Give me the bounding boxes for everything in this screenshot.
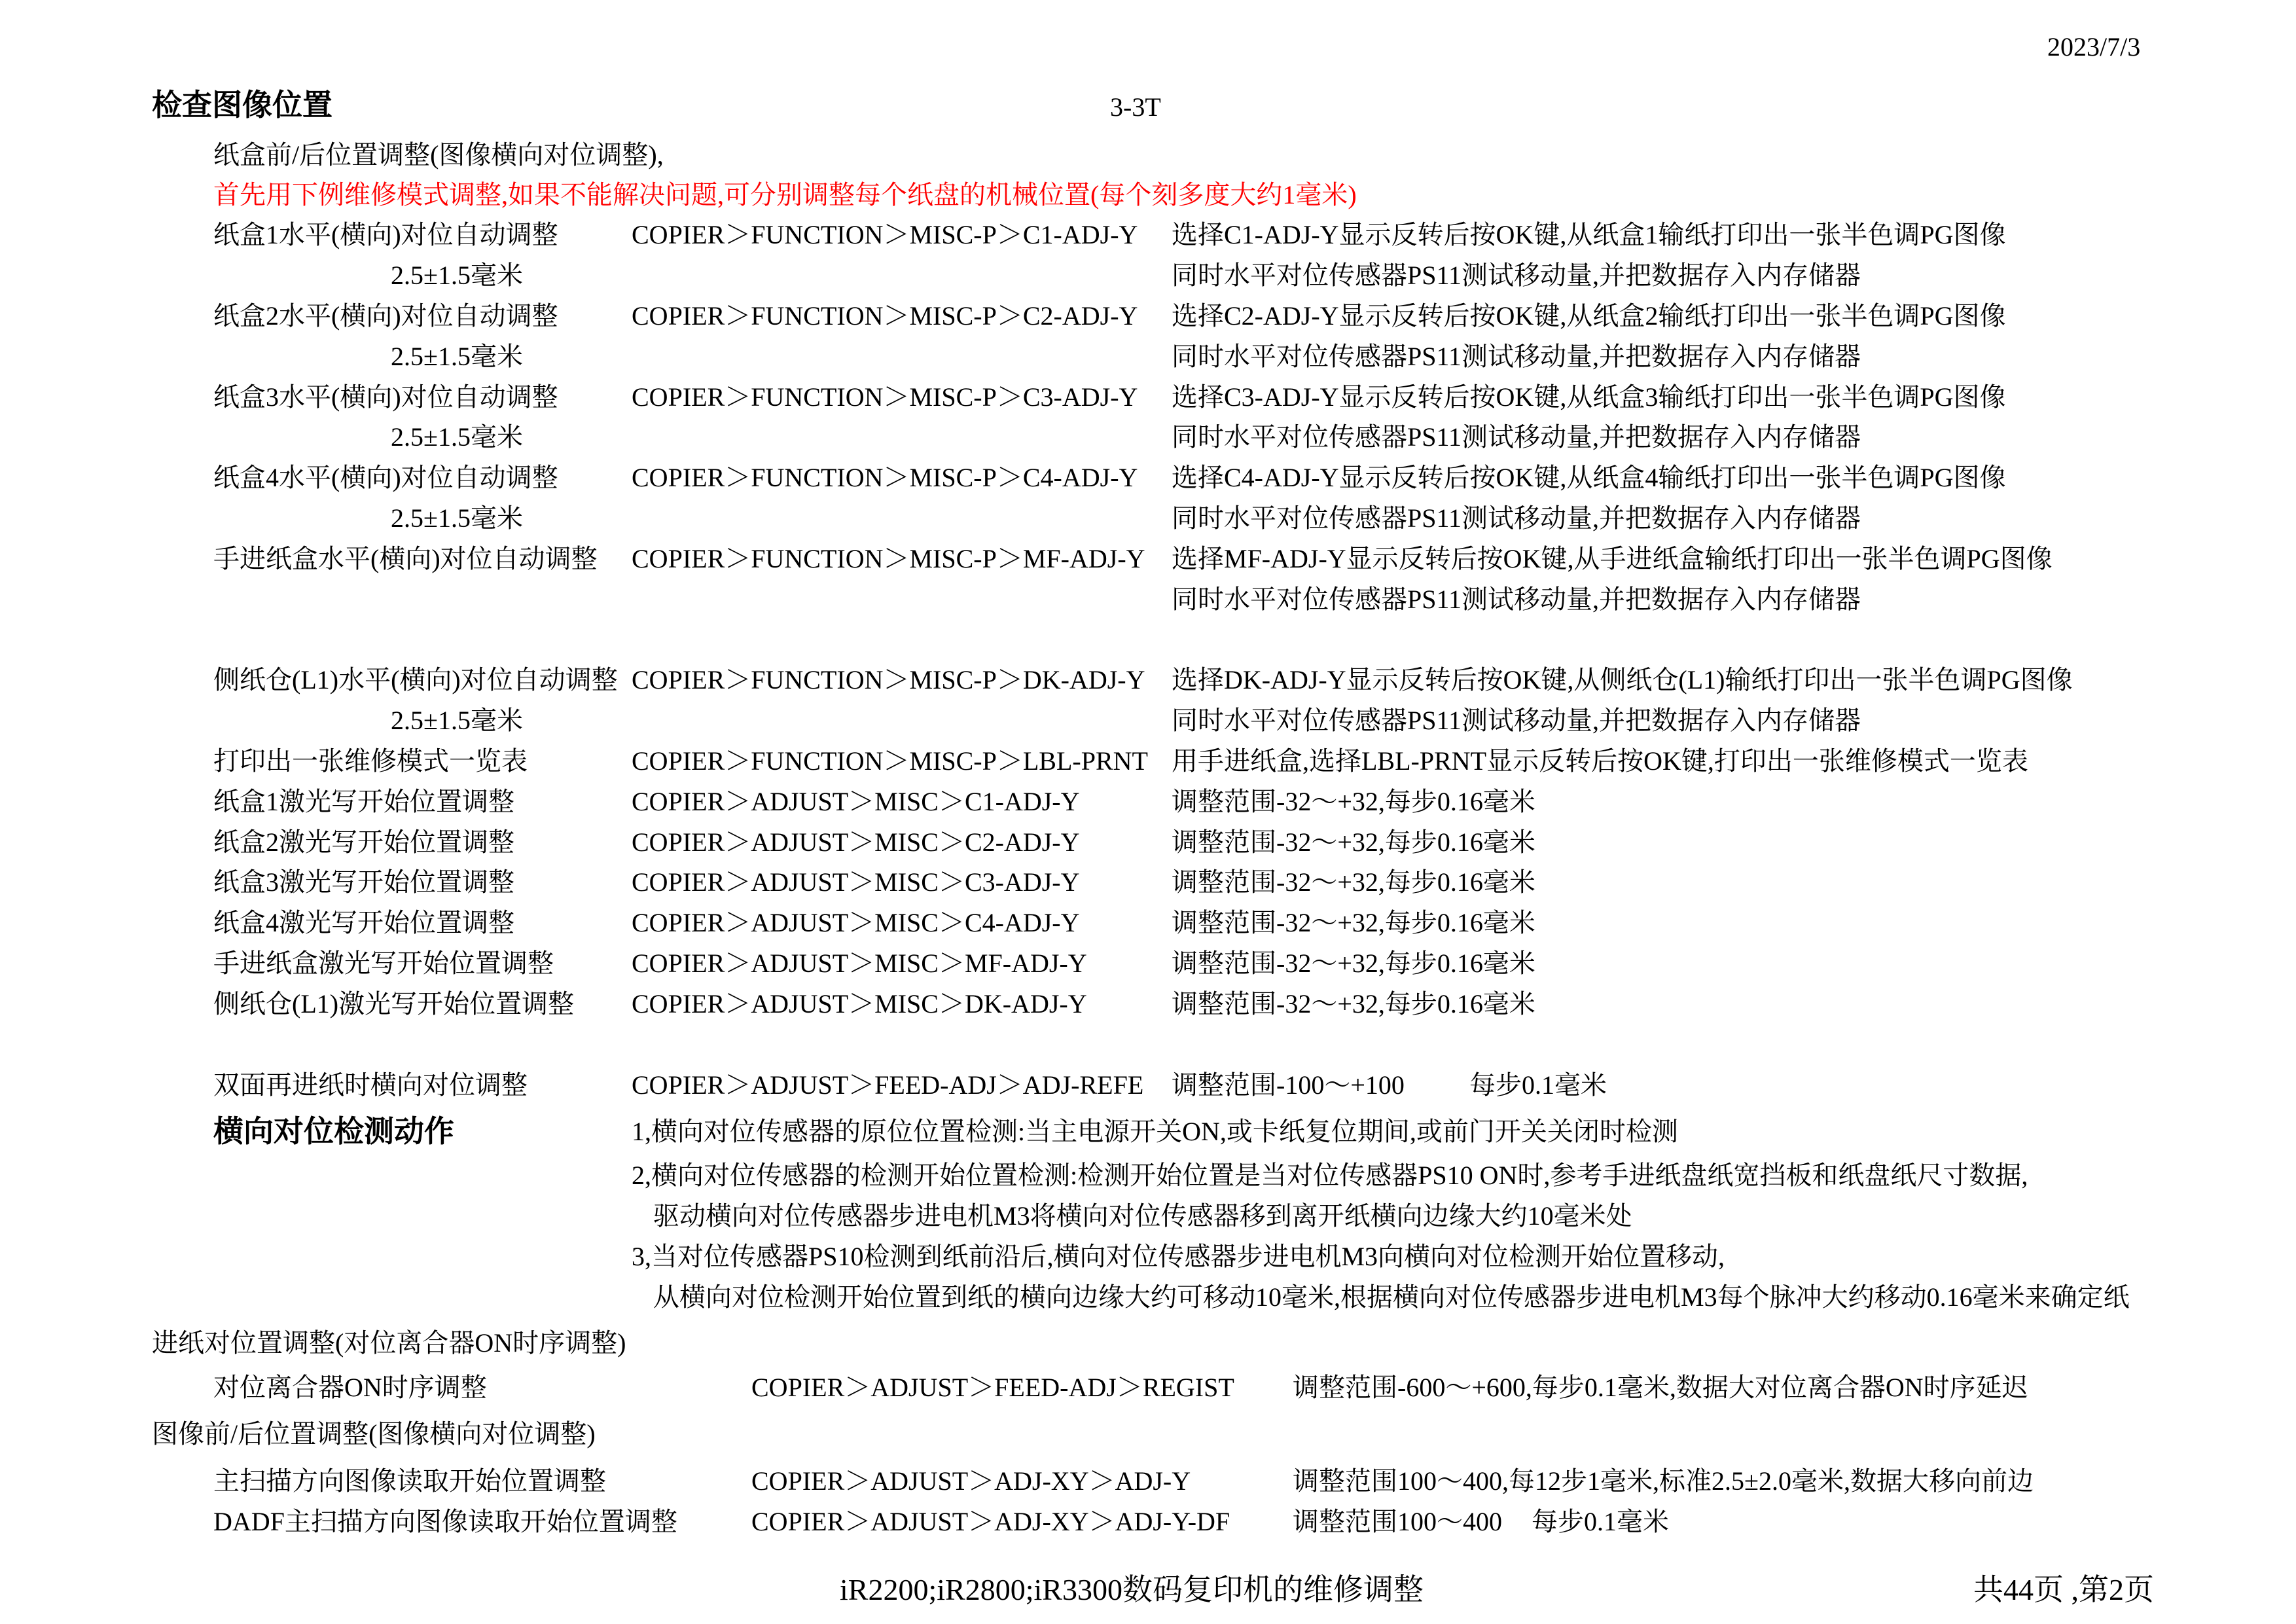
row-path: COPIER＞ADJUST＞FEED-ADJ＞ADJ-REFE xyxy=(632,1070,1144,1100)
row-desc: 选择C1-ADJ-Y显示反转后按OK键,从纸盒1输纸打印出一张半色调PG图像 xyxy=(1172,220,2006,249)
row-desc: 调整范围100～400 xyxy=(1293,1507,1502,1536)
row-path: COPIER＞FUNCTION＞MISC-P＞LBL-PRNT xyxy=(632,746,1148,776)
row-step: 每步0.1毫米 xyxy=(1532,1507,1669,1536)
row-desc: 调整范围-600～+600,每步0.1毫米,数据大对位离合器ON时序延迟 xyxy=(1293,1373,2028,1402)
row-path: COPIER＞ADJUST＞MISC＞C1-ADJ-Y xyxy=(632,787,1080,816)
row-label: 手进纸盒激光写开始位置调整 xyxy=(213,948,554,978)
row-desc: 选择C4-ADJ-Y显示反转后按OK键,从纸盒4输纸打印出一张半色调PG图像 xyxy=(1172,463,2006,492)
detection-line: 2,横向对位传感器的检测开始位置检测:检测开始位置是当对位传感器PS10 ON时,参考手进纸盘纸宽挡板和纸盘纸尺寸数据, xyxy=(632,1161,2028,1190)
row-step: 每步0.1毫米 xyxy=(1469,1070,1607,1100)
row-desc: 选择DK-ADJ-Y显示反转后按OK键,从侧纸仓(L1)输纸打印出一张半色调PG图像 xyxy=(1172,665,2073,695)
row-path: COPIER＞FUNCTION＞MISC-P＞C3-ADJ-Y xyxy=(632,382,1138,412)
row-desc: 选择C2-ADJ-Y显示反转后按OK键,从纸盒2输纸打印出一张半色调PG图像 xyxy=(1172,301,2006,331)
row-path: COPIER＞ADJUST＞MISC＞C4-ADJ-Y xyxy=(632,908,1080,937)
detection-line: 1,横向对位传感器的原位位置检测:当主电源开关ON,或卡纸复位期间,或前门开关关闭时检测 xyxy=(632,1117,1678,1146)
detection-line: 从横向对位检测开始位置到纸的横向边缘大约可移动10毫米,根据横向对位传感器步进电机M3每个脉冲大约移动0.16毫米来确定纸 xyxy=(653,1282,2130,1312)
row-tolerance: 2.5±1.5毫米 xyxy=(391,342,523,371)
row-desc: 调整范围-32～+32,每步0.16毫米 xyxy=(1172,908,1535,937)
row-tolerance: 2.5±1.5毫米 xyxy=(391,503,523,533)
row-path: COPIER＞FUNCTION＞MISC-P＞C2-ADJ-Y xyxy=(632,301,1138,331)
row-desc-continued: 同时水平对位传感器PS11测试移动量,并把数据存入内存储器 xyxy=(1172,503,1861,533)
row-tolerance: 2.5±1.5毫米 xyxy=(391,706,523,735)
row-tolerance: 2.5±1.5毫米 xyxy=(391,261,523,290)
row-desc: 选择MF-ADJ-Y显示反转后按OK键,从手进纸盒输纸打印出一张半色调PG图像 xyxy=(1172,544,2053,573)
detection-line: 驱动横向对位传感器步进电机M3将横向对位传感器移到离开纸横向边缘大约10毫米处 xyxy=(653,1201,1632,1231)
row-path: COPIER＞ADJUST＞ADJ-XY＞ADJ-Y-DF xyxy=(751,1507,1230,1536)
row-path: COPIER＞ADJUST＞MISC＞MF-ADJ-Y xyxy=(632,948,1087,978)
row-label: 打印出一张维修模式一览表 xyxy=(213,746,528,776)
row-label: 双面再进纸时横向对位调整 xyxy=(213,1070,528,1100)
row-label: 纸盒1激光写开始位置调整 xyxy=(213,787,514,816)
row-label: 纸盒4激光写开始位置调整 xyxy=(213,908,514,937)
footer-page-info: 共44页 ,第2页 xyxy=(1973,1573,2154,1606)
row-label: 侧纸仓(L1)激光写开始位置调整 xyxy=(213,989,575,1019)
row-desc: 用手进纸盒,选择LBL-PRNT显示反转后按OK键,打印出一张维修模式一览表 xyxy=(1172,746,2028,776)
row-label: 纸盒3激光写开始位置调整 xyxy=(213,867,514,897)
row-path: COPIER＞FUNCTION＞MISC-P＞C4-ADJ-Y xyxy=(632,463,1138,492)
row-label: 纸盒1水平(横向)对位自动调整 xyxy=(213,220,558,249)
row-desc-continued: 同时水平对位传感器PS11测试移动量,并把数据存入内存储器 xyxy=(1172,706,1861,735)
row-path: COPIER＞ADJUST＞FEED-ADJ＞REGIST xyxy=(751,1373,1234,1402)
row-desc: 调整范围-32～+32,每步0.16毫米 xyxy=(1172,827,1535,857)
row-desc: 选择C3-ADJ-Y显示反转后按OK键,从纸盒3输纸打印出一张半色调PG图像 xyxy=(1172,382,2006,412)
row-tolerance: 2.5±1.5毫米 xyxy=(391,422,523,452)
document-date: 2023/7/3 xyxy=(2047,32,2141,62)
row-label: 对位离合器ON时序调整 xyxy=(213,1373,487,1402)
row-desc-continued: 同时水平对位传感器PS11测试移动量,并把数据存入内存储器 xyxy=(1172,261,1861,290)
row-path: COPIER＞FUNCTION＞MISC-P＞C1-ADJ-Y xyxy=(632,220,1138,249)
row-label: 纸盒2激光写开始位置调整 xyxy=(213,827,514,857)
row-desc-continued: 同时水平对位传感器PS11测试移动量,并把数据存入内存储器 xyxy=(1172,422,1861,452)
page-title: 检查图像位置 xyxy=(152,87,332,122)
row-path: COPIER＞FUNCTION＞MISC-P＞MF-ADJ-Y xyxy=(632,544,1145,573)
row-desc-continued: 同时水平对位传感器PS11测试移动量,并把数据存入内存储器 xyxy=(1172,342,1861,371)
row-desc: 调整范围100～400,每12步1毫米,标准2.5±2.0毫米,数据大移向前边 xyxy=(1293,1466,2034,1496)
row-label: 手进纸盒水平(横向)对位自动调整 xyxy=(213,544,598,573)
detection-line: 3,当对位传感器PS10检测到纸前沿后,横向对位传感器步进电机M3向横向对位检测开始位置移动, xyxy=(632,1242,1725,1271)
row-desc: 调整范围-100～+100 xyxy=(1172,1070,1405,1100)
row-path: COPIER＞ADJUST＞MISC＞DK-ADJ-Y xyxy=(632,989,1087,1019)
section-heading: 纸盒前/后位置调整(图像横向对位调整), xyxy=(213,140,664,170)
section-heading: 图像前/后位置调整(图像横向对位调整) xyxy=(152,1419,596,1449)
page-code: 3-3T xyxy=(1110,92,1161,122)
row-path: COPIER＞ADJUST＞ADJ-XY＞ADJ-Y xyxy=(751,1466,1191,1496)
section-heading: 进纸对位置调整(对位离合器ON时序调整) xyxy=(152,1328,626,1358)
row-desc-continued: 同时水平对位传感器PS11测试移动量,并把数据存入内存储器 xyxy=(1172,585,1861,614)
row-desc: 调整范围-32～+32,每步0.16毫米 xyxy=(1172,787,1535,816)
row-desc: 调整范围-32～+32,每步0.16毫米 xyxy=(1172,989,1535,1019)
row-path: COPIER＞ADJUST＞MISC＞C2-ADJ-Y xyxy=(632,827,1080,857)
row-label: DADF主扫描方向图像读取开始位置调整 xyxy=(213,1507,677,1536)
row-label: 侧纸仓(L1)水平(横向)对位自动调整 xyxy=(213,665,618,695)
row-label: 纸盒2水平(横向)对位自动调整 xyxy=(213,301,558,331)
row-desc: 调整范围-32～+32,每步0.16毫米 xyxy=(1172,948,1535,978)
row-label: 纸盒3水平(横向)对位自动调整 xyxy=(213,382,558,412)
row-desc: 调整范围-32～+32,每步0.16毫米 xyxy=(1172,867,1535,897)
row-path: COPIER＞ADJUST＞MISC＞C3-ADJ-Y xyxy=(632,867,1080,897)
footer-title: iR2200;iR2800;iR3300数码复印机的维修调整 xyxy=(840,1573,1424,1606)
row-label: 主扫描方向图像读取开始位置调整 xyxy=(213,1466,606,1496)
detection-heading: 横向对位检测动作 xyxy=(213,1113,454,1149)
warning-note: 首先用下例维修模式调整,如果不能解决问题,可分别调整每个纸盘的机械位置(每个刻多度大约1毫米) xyxy=(213,180,1357,209)
row-label: 纸盒4水平(横向)对位自动调整 xyxy=(213,463,558,492)
row-path: COPIER＞FUNCTION＞MISC-P＞DK-ADJ-Y xyxy=(632,665,1145,695)
